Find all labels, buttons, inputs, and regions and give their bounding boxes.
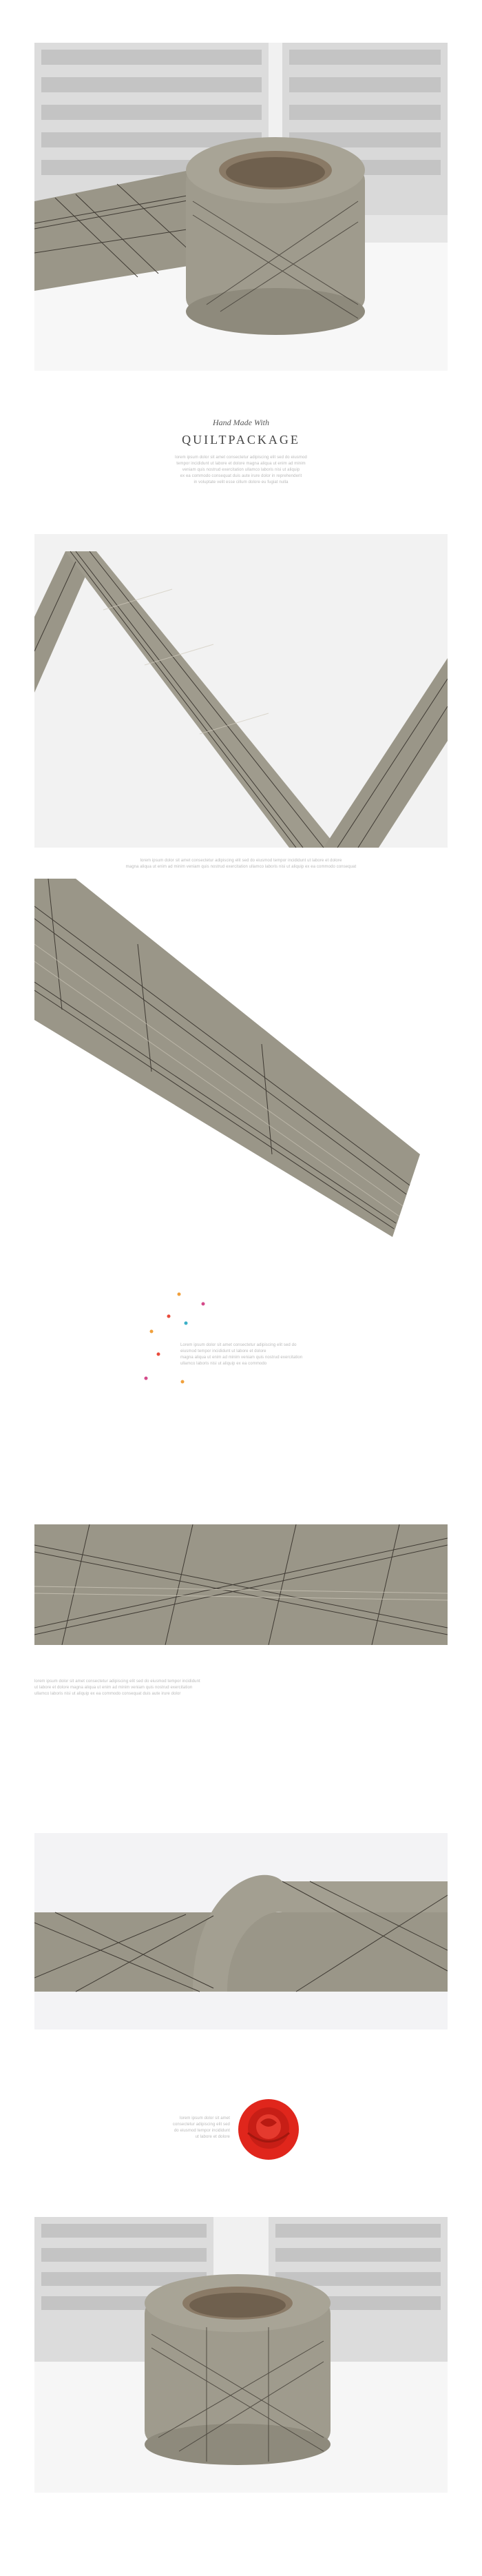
caption-line: in voluptate velit esse cillum dolore eu fugiat nulla: [193, 480, 289, 484]
caption-line: ex ea commodo consequat duis aute irure dolor in reprehenderit: [180, 474, 302, 478]
caption-line: ut labore et dolore: [195, 2135, 230, 2139]
product-photo-zigzag: [34, 534, 448, 848]
left-caption: [34, 1679, 200, 1697]
dots-caption: [180, 1342, 302, 1367]
caption-line: ullamco laboris nisi ut aliquip ex ea commodo consequat duis aute irure dolor: [34, 1692, 181, 1696]
caption-line: ut labore et dolore magna aliqua ut enim ad minim veniam quis nostrud exercitation: [34, 1686, 193, 1690]
caption-line: magna aliqua ut enim ad minim veniam quis nostrud exercitation ullamco laboris nisi ut aliquip ex ea commodo consequat: [125, 865, 357, 869]
caption-line: lorem ipsum dolor sit amet consectetur adipiscing elit sed do eiusmod tempor incididunt: [34, 1679, 200, 1684]
zigzag-caption: [0, 858, 482, 870]
product-photo-diagonal: [34, 879, 448, 1251]
caption-line: ullamco laboris nisi ut aliquip ex ea commodo: [180, 1362, 267, 1366]
confetti-dots: [138, 1289, 220, 1385]
product-photo-roll-shutters: [34, 43, 448, 371]
intro-caption: [0, 455, 482, 486]
flower-caption: [168, 2116, 230, 2140]
product-photo-unrolled: [34, 1833, 448, 2030]
caption-line: consectetur adipiscing elit sed: [172, 2123, 230, 2127]
product-photo-roll-front: [34, 2217, 448, 2493]
product-photo-plaid-band: [34, 1524, 448, 1645]
caption-line: do eiusmod tempor incididunt: [174, 2129, 230, 2133]
brand-script-text: Hand Made With: [213, 418, 269, 427]
caption-line: lorem ipsum dolor sit amet consectetur adipiscing elit sed do eiusmod tempor incididunt ut labore et dolore: [140, 859, 342, 863]
caption-line: Lorem ipsum dolor sit amet consectetur adipiscing elit sed do: [180, 1343, 297, 1347]
brand-name: QUILTPACKAGE: [182, 433, 300, 447]
caption-line: magna aliqua ut enim ad minim veniam quis nostrud exercitation: [180, 1356, 303, 1360]
caption-line: eiusmod tempor incididunt ut labore et dolore: [180, 1349, 266, 1353]
caption-line: lorem ipsum dolor sit amet: [180, 2116, 230, 2120]
red-flower: [234, 2095, 303, 2164]
caption-line: lorem ipsum dolor sit amet consectetur adipiscing elit sed do eiusmod: [175, 456, 307, 460]
caption-line: veniam quis nostrud exercitation ullamco laboris nisi ut aliquip: [182, 468, 300, 472]
caption-line: tempor incididunt ut labore et dolore magna aliqua ut enim ad minim: [176, 462, 306, 466]
